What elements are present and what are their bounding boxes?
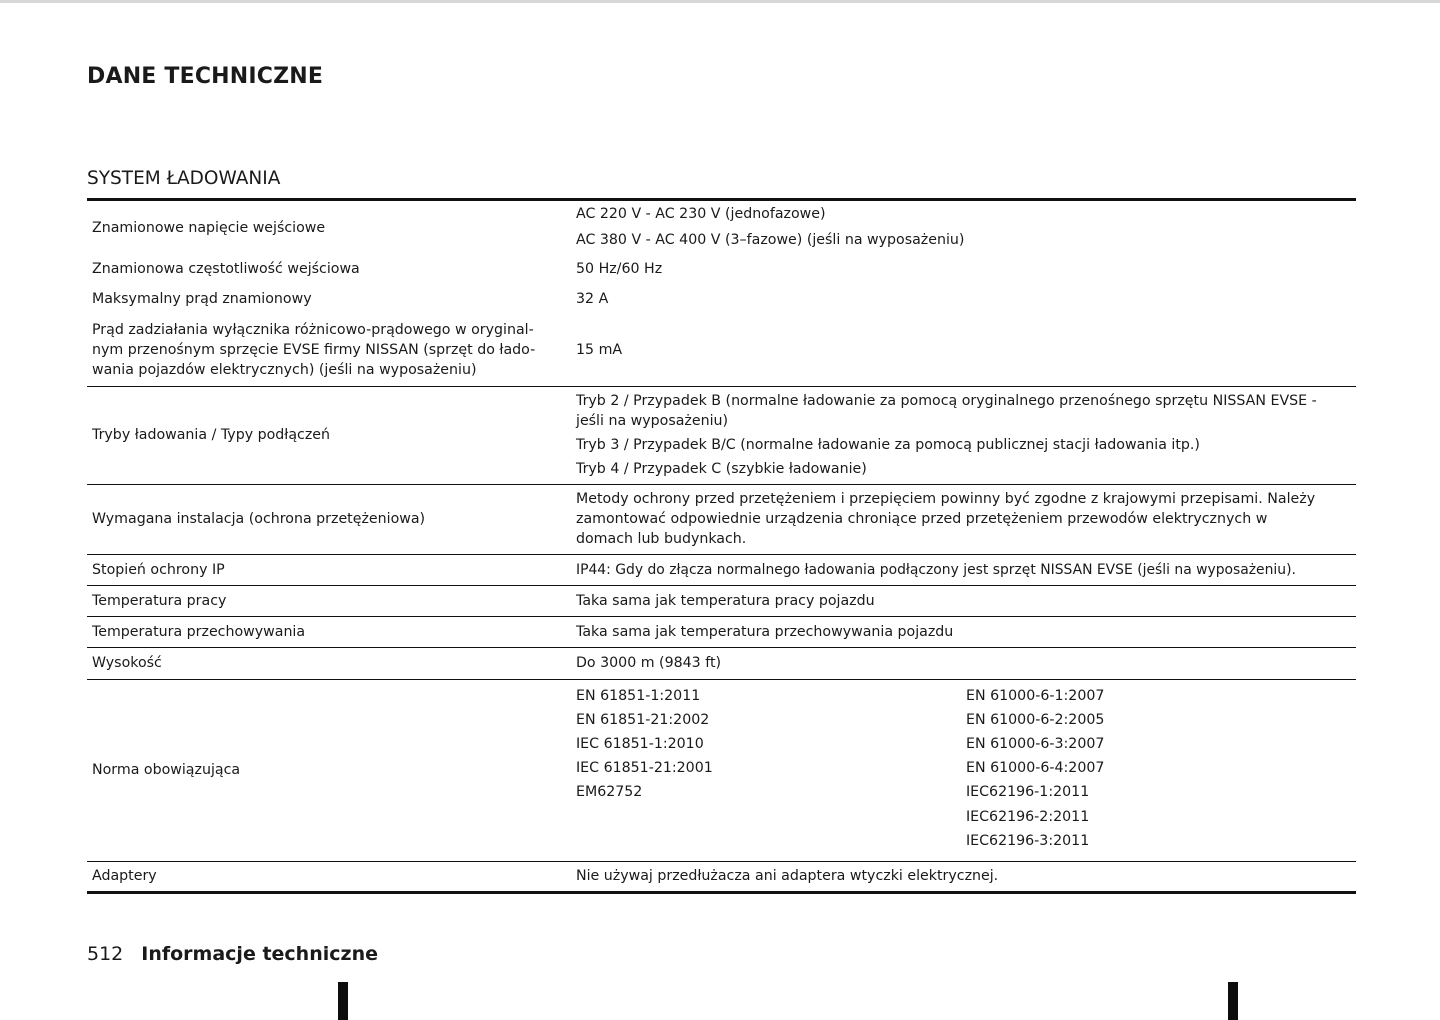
- value-line: Metody ochrony przed przetężeniem i przepięciem powinny być zgodne z krajowymi przepisami. Należy: [576, 491, 1316, 507]
- table-row: [87, 484, 1356, 554]
- table-row: [87, 386, 1356, 484]
- row-label: Tryby ładowania / Typy podłączeń: [87, 386, 576, 484]
- row-value: AC 220 V - AC 230 V (jednofazowe): [576, 205, 826, 222]
- value-line: domach lub budynkach.: [576, 531, 747, 547]
- row-label: Adaptery: [87, 861, 576, 892]
- page-footer: [87, 943, 378, 965]
- row-value: 50 Hz/60 Hz: [576, 261, 663, 277]
- table-row: [87, 647, 1356, 679]
- section-title: SYSTEM ŁADOWANIA: [87, 168, 281, 189]
- table-row: [87, 679, 1356, 861]
- row-label: Wymagana instalacja (ochrona przetężeniowa): [87, 484, 576, 554]
- top-rule: [0, 0, 1440, 3]
- standards-column-left: [576, 684, 966, 853]
- row-value: Do 3000 m (9843 ft): [576, 647, 1356, 679]
- standard-item: EN 61000-6-1:2007: [966, 687, 1105, 704]
- print-edge-mark-left: [338, 982, 348, 1020]
- value-line: Tryb 3 / Przypadek B/C (normalne ładowanie za pomocą publicznej stacji ładowania itp.): [576, 437, 1200, 453]
- row-label: Temperatura przechowywania: [87, 616, 576, 647]
- table-row: [87, 554, 1356, 585]
- row-value: Taka sama jak temperatura przechowywania pojazdu: [576, 616, 1356, 647]
- row-value: 15 mA: [576, 314, 1356, 386]
- standard-item: EM62752: [576, 784, 643, 801]
- standard-item: IEC62196-2:2011: [966, 808, 1090, 825]
- standard-item: EN 61000-6-2:2005: [966, 711, 1105, 728]
- table-row: [87, 585, 1356, 616]
- standard-item: EN 61851-21:2002: [576, 711, 710, 728]
- row-label-line: nym przenośnym sprzęcie EVSE firmy NISSAN (sprzęt do łado-: [92, 341, 536, 358]
- value-line: Tryb 2 / Przypadek B (normalne ładowanie za pomocą oryginalnego przenośnego sprzętu NISSAN EVSE -: [576, 393, 1317, 409]
- table-row: [87, 616, 1356, 647]
- chapter-title: Informacje techniczne: [141, 943, 378, 965]
- row-value: Taka sama jak temperatura pracy pojazdu: [576, 585, 1356, 616]
- row-value: Nie używaj przedłużacza ani adaptera wtyczki elektrycznej.: [576, 861, 1356, 892]
- row-label: Znamionowa częstotliwość wejściowa: [92, 261, 360, 277]
- row-value: [576, 484, 1356, 554]
- standard-item: IEC62196-3:2011: [966, 832, 1090, 849]
- row-label: Maksymalny prąd znamionowy: [92, 291, 312, 307]
- table-row: [87, 284, 1356, 314]
- row-label: Temperatura pracy: [87, 585, 576, 616]
- standard-item: EN 61851-1:2011: [576, 687, 701, 704]
- page-title: DANE TECHNICZNE: [87, 64, 324, 89]
- row-label: Norma obowiązująca: [87, 679, 576, 861]
- row-value: AC 380 V - AC 400 V (3–fazowe) (jeśli na wyposażeniu): [576, 232, 965, 248]
- row-value: [576, 386, 1356, 484]
- row-label-line: Prąd zadziałania wyłącznika różnicowo-prądowego w oryginal-: [92, 321, 534, 338]
- standard-item: IEC 61851-1:2010: [576, 735, 704, 752]
- standards-grid: [576, 680, 1356, 861]
- value-line: Tryb 4 / Przypadek C (szybkie ładowanie): [576, 461, 867, 477]
- standard-item: IEC62196-1:2011: [966, 784, 1090, 801]
- table-row: [87, 314, 1356, 386]
- row-label: [87, 314, 576, 386]
- standards-column-right: [966, 684, 1356, 853]
- standard-item: IEC 61851-21:2001: [576, 760, 713, 777]
- row-value: 32 A: [576, 291, 609, 307]
- print-edge-mark-right: [1228, 982, 1238, 1020]
- standard-item: EN 61000-6-4:2007: [966, 760, 1105, 777]
- charging-system-spec-table: [87, 198, 1356, 894]
- table-row: [87, 201, 1356, 226]
- row-value: IP44: Gdy do złącza normalnego ładowania podłączony jest sprzęt NISSAN EVSE (jeśli na wyposażeniu).: [576, 554, 1356, 585]
- page-number: 512: [87, 943, 124, 965]
- row-label: Wysokość: [87, 647, 576, 679]
- table-row: [87, 861, 1356, 892]
- row-label-line: wania pojazdów elektrycznych) (jeśli na wyposażeniu): [92, 361, 477, 378]
- value-line: zamontować odpowiednie urządzenia chroniące przed przetężeniem przewodów elektrycznych w: [576, 511, 1268, 527]
- standard-item: EN 61000-6-3:2007: [966, 735, 1105, 752]
- table-row: [87, 254, 1356, 284]
- value-line: jeśli na wyposażeniu): [576, 413, 729, 429]
- row-value: [576, 679, 1356, 861]
- row-label: Znamionowe napięcie wejściowe: [92, 219, 326, 236]
- row-label: Stopień ochrony IP: [87, 554, 576, 585]
